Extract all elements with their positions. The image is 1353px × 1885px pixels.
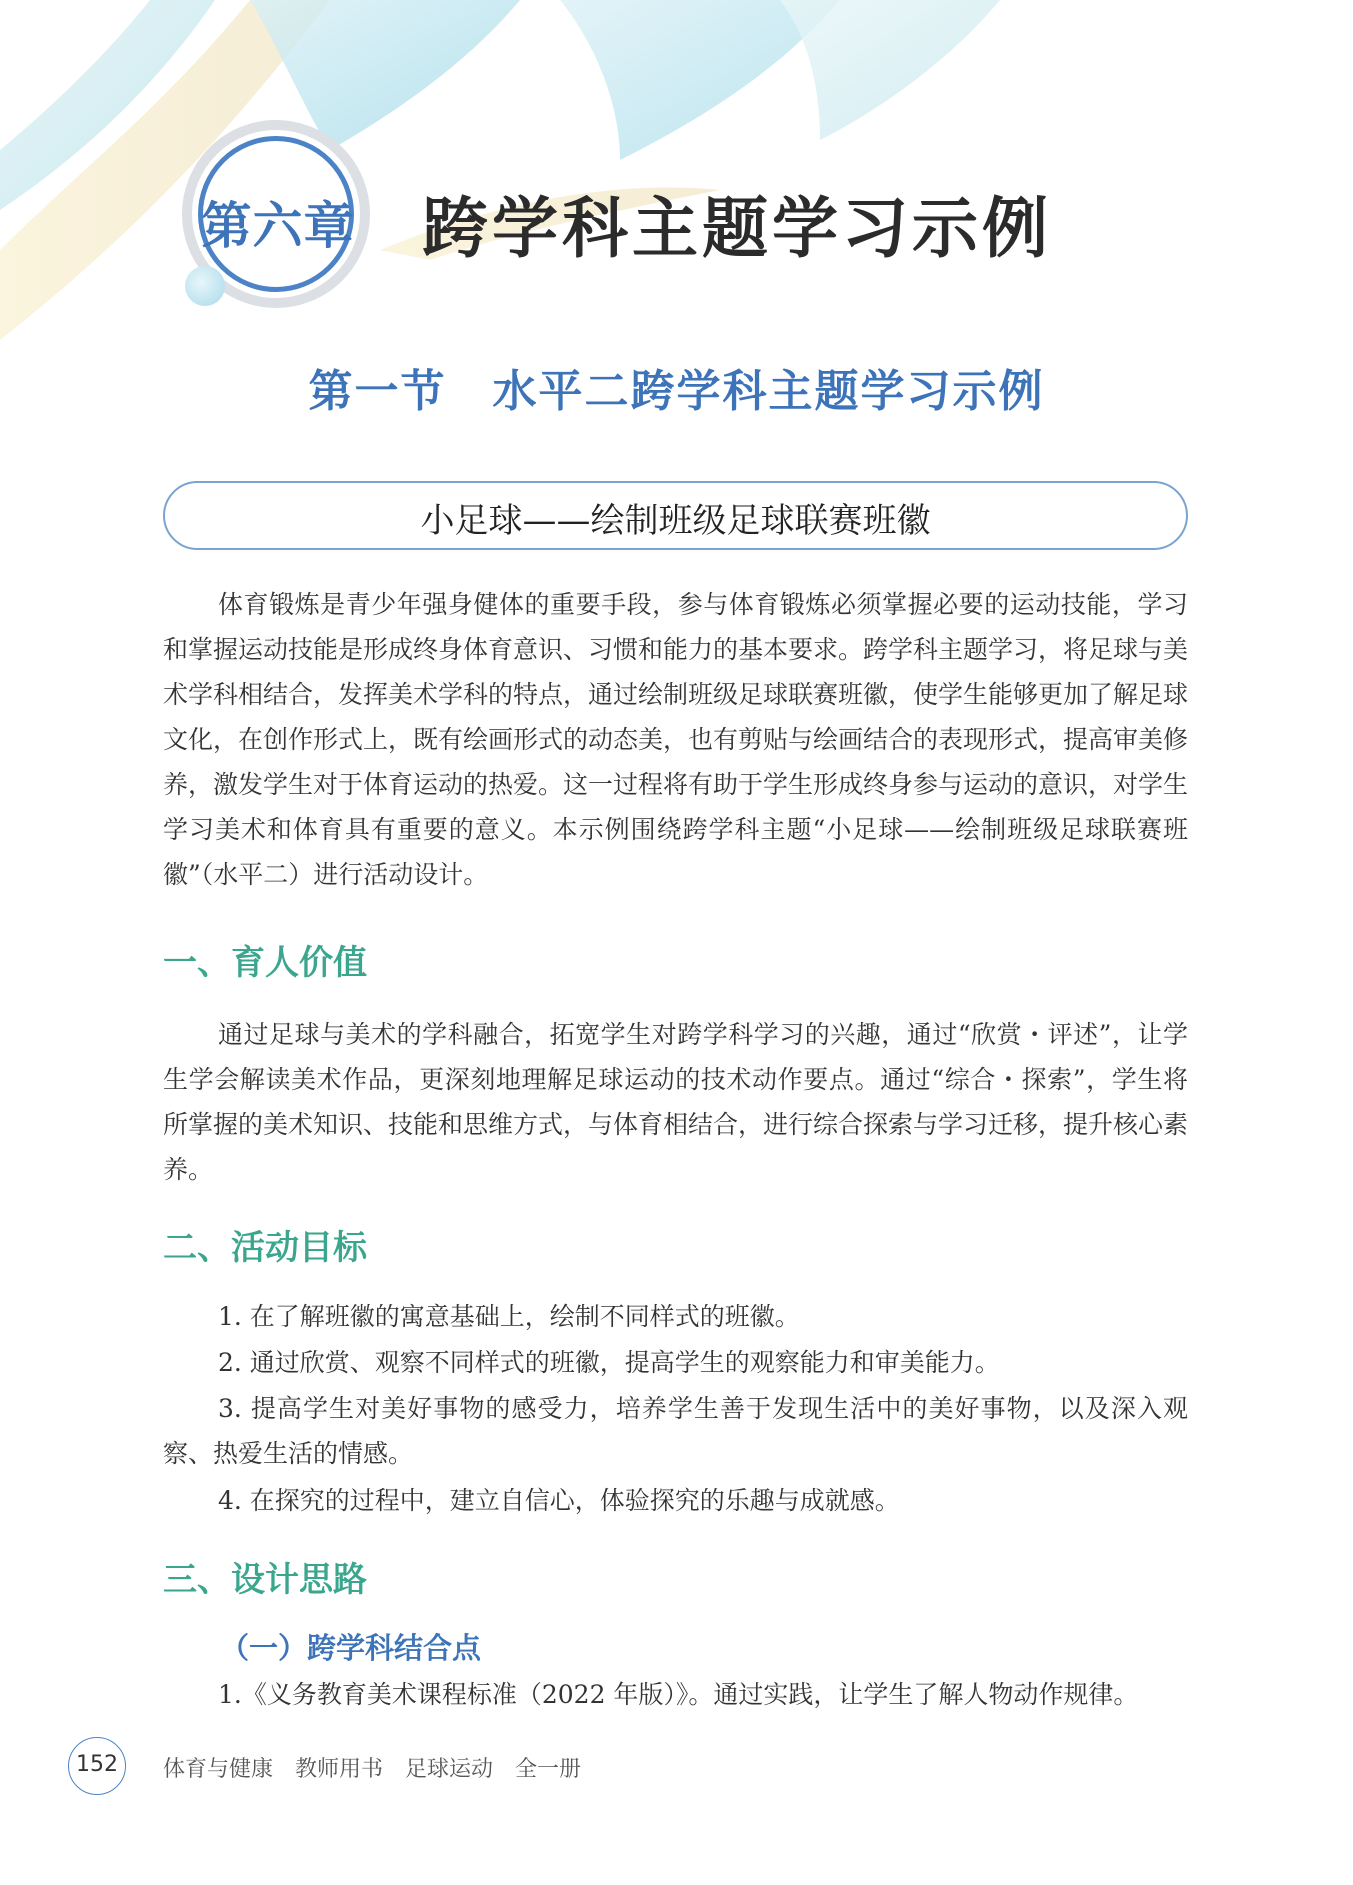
section-heading-design: 三、设计思路 xyxy=(163,1560,367,1600)
goal-item: 3. 提高学生对美好事物的感受力，培养学生善于发现生活中的美好事物，以及深入观察、热爱生活的情感。 xyxy=(163,1394,1188,1468)
goal-item: 4. 在探究的过程中，建立自信心，体验探究的乐趣与成就感。 xyxy=(218,1486,900,1515)
page-number: 152 xyxy=(76,1752,118,1777)
topic-title: 小足球——绘制班级足球联赛班徽 xyxy=(420,501,931,541)
subsection-heading: （一）跨学科结合点 xyxy=(220,1631,482,1665)
chapter-number: 第六章 xyxy=(201,197,355,255)
intro-paragraph: 体育锻炼是青少年强身健体的重要手段，参与体育锻炼必须掌握必要的运动技能，学习和掌握运动技能是形成终身体育意识、习惯和能力的基本要求。跨学科主题学习，将足球与美术学科相结合，发挥美术学科的特点，通过绘制班级足球联赛班徽，使学生能够更加了解足球文化，在创作形式上，既有绘画形式的动态美，也有剪贴与绘画结合的表现形式，提高审美修养，激发学生对于体育运动的热爱。这一过程将有助于学生形成终身参与运动的意识，对学生学习美术和体育具有重要的意义。本示例围绕跨学科主题“小足球——绘制班级足球联赛班徽”（水平二）进行活动设计。 xyxy=(163,590,1189,889)
goal-item: 1. 在了解班徽的寓意基础上，绘制不同样式的班徽。 xyxy=(218,1302,800,1331)
chapter-title: 跨学科主题学习示例 xyxy=(422,190,1052,267)
design-item: 1.《义务教育美术课程标准（2022 年版）》。通过实践，让学生了解人物动作规律。 xyxy=(218,1680,1139,1709)
section-value-paragraph: 通过足球与美术的学科融合，拓宽学生对跨学科学习的兴趣，通过“欣赏・评述”，让学生学会解读美术作品，更深刻地理解足球运动的技术动作要点。通过“综合・探索”，学生将所掌握的美术知识、技能和思维方式，与体育相结合，进行综合探索与学习迁移，提升核心素养。 xyxy=(163,1020,1189,1184)
goal-item: 2. 通过欣赏、观察不同样式的班徽，提高学生的观察能力和审美能力。 xyxy=(218,1348,1000,1377)
section-heading-goals: 二、活动目标 xyxy=(163,1228,367,1268)
footer-book-info: 体育与健康 教师用书 足球运动 全一册 xyxy=(163,1757,582,1782)
bubble-decoration xyxy=(185,266,225,306)
section-title: 第一节 水平二跨学科主题学习示例 xyxy=(308,366,1045,417)
section-heading-value: 一、育人价值 xyxy=(163,943,367,983)
